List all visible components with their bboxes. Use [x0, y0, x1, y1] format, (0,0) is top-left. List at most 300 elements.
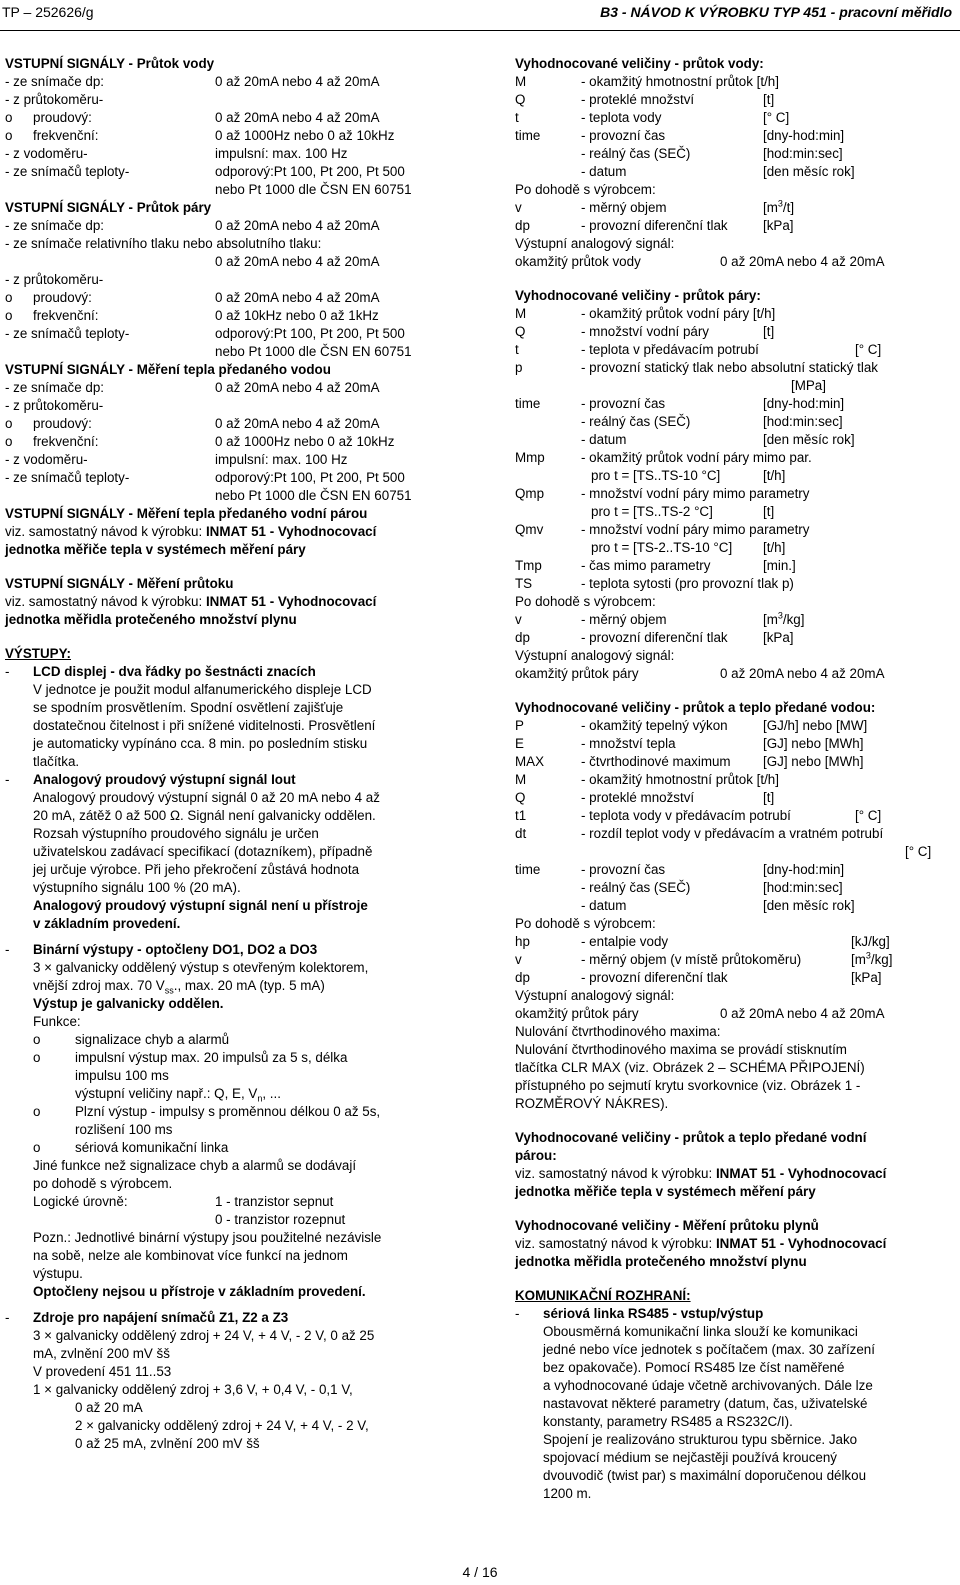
text-row — [5, 217, 453, 235]
text-row — [515, 735, 955, 753]
text-cell: Rozsah výstupního proudového signálu je určen — [33, 826, 319, 841]
text-row — [515, 395, 955, 413]
text-row — [5, 995, 453, 1013]
text-row — [515, 431, 955, 449]
left-column — [5, 55, 453, 1453]
section-heading-text: VSTUPNÍ SIGNÁLY - Měření průtoku — [5, 576, 234, 591]
text-row — [5, 879, 453, 897]
text-cell: 0 až 10kHz nebo 0 až 1kHz — [215, 308, 379, 323]
text-cell: 0 až 20 mA — [75, 1400, 143, 1415]
text-cell: [dny-hod:min] — [763, 396, 845, 411]
text-row — [5, 397, 453, 415]
text-row — [5, 1265, 453, 1283]
text-cell: hp — [515, 934, 530, 949]
text-row — [515, 879, 955, 897]
text-row — [5, 1013, 453, 1031]
text-cell: t1 — [515, 808, 527, 823]
text-cell: M — [515, 772, 527, 787]
text-cell: Nulování čtvrthodinového maxima se provádí stisknutím — [515, 1042, 847, 1057]
product-reference: INMAT 51 - Vyhodnocovací — [205, 594, 377, 609]
text-cell: přístupného po sejmutí krytu svorkovnice (viz. Obrázek 1 - — [515, 1078, 861, 1093]
text-cell: [t/h] — [763, 540, 786, 555]
section-heading — [515, 1217, 955, 1235]
text-cell: proudový: — [33, 290, 92, 305]
text-row — [515, 413, 955, 431]
text-line-content: viz. samostatný návod k výrobku: INMAT 51 - Vyhodnocovací — [515, 1166, 887, 1181]
section-heading-text: Vyhodnocované veličiny - Měření průtoku plynů — [515, 1218, 819, 1233]
text-row — [5, 753, 453, 771]
text-cell: v základním provedení. — [33, 916, 181, 931]
text-cell: [GJ] nebo [MWh] — [763, 736, 864, 751]
text-cell: - měrný objem — [581, 200, 667, 215]
text-cell: odporový:Pt 100, Pt 200, Pt 500 — [215, 326, 405, 341]
text-cell: 0 až 20mA nebo 4 až 20mA — [720, 254, 885, 269]
spacer — [515, 1271, 955, 1287]
text-row — [515, 647, 955, 665]
text-row — [515, 199, 955, 217]
text-cell: Spojení je realizováno strukturou typu sběrnice. Jako — [543, 1432, 858, 1447]
text-cell: Nulování čtvrthodinového maxima: — [515, 1024, 721, 1039]
section-heading — [515, 55, 955, 73]
text-cell: - okamžitý hmotnostní průtok [t/h] — [581, 772, 779, 787]
text-cell: - z průtokoměru- — [5, 272, 104, 287]
spacer — [5, 559, 453, 575]
text-cell: [MPa] — [791, 378, 826, 393]
text-cell: Po dohodě s výrobcem: — [515, 594, 656, 609]
text-cell: frekvenční: — [33, 128, 99, 143]
text-row — [515, 217, 955, 235]
text-row — [515, 1341, 955, 1359]
spacer — [5, 629, 453, 645]
text-row — [515, 771, 955, 789]
text-cell: - ze snímače dp: — [5, 218, 104, 233]
text-cell: nebo Pt 1000 dle ČSN EN 60751 — [215, 488, 412, 503]
text-cell: - množství vodní páry mimo parametry — [581, 486, 810, 501]
text-row — [515, 987, 955, 1005]
text-row — [515, 933, 955, 951]
spacer — [5, 1301, 453, 1309]
page-number: 4 / 16 — [462, 1564, 498, 1580]
spacer — [515, 1113, 955, 1129]
text-cell: Po dohodě s výrobcem: — [515, 916, 656, 931]
text-cell: [dny-hod:min] — [763, 862, 845, 877]
text-row — [5, 1399, 453, 1417]
text-row — [515, 665, 955, 683]
section-heading-text: Vyhodnocované veličiny - průtok a teplo předané vodní — [515, 1130, 867, 1145]
text-cell: - provozní statický tlak nebo absolutní statický tlak — [581, 360, 878, 375]
text-row — [5, 109, 453, 127]
text-cell: $[m^3/kg]$ — [763, 610, 805, 627]
text-cell: - čtvrthodinové maximum — [581, 754, 731, 769]
text-cell: [t] — [763, 92, 775, 107]
text-cell: [den měsíc rok] — [763, 432, 855, 447]
text-cell: 3 × galvanicky oddělený výstup s otevřeným kolektorem, — [33, 960, 369, 975]
text-cell: [° C] — [855, 808, 882, 823]
text-row — [5, 699, 453, 717]
text-row — [5, 1345, 453, 1363]
text-cell: [t] — [763, 324, 775, 339]
spacer — [515, 683, 955, 699]
text-row — [5, 181, 453, 199]
text-row — [5, 163, 453, 181]
text-row — [5, 433, 453, 451]
section-heading-text: jednotka měřiče tepla v systémech měření páry — [515, 1184, 816, 1199]
text-cell: [GJ] nebo [MWh] — [763, 754, 864, 769]
text-row — [515, 235, 955, 253]
text-cell: - ze snímače relativního tlaku nebo absolutního tlaku: — [5, 236, 322, 251]
text-cell: [min.] — [763, 558, 796, 573]
text-cell: vnější zdroj max. 70 $V_{ss}$., max. 20 mA (typ. 5 mA) — [33, 978, 325, 996]
text-cell: výstupní veličiny např.: Q, E, $V_n$, ... — [75, 1086, 281, 1104]
text-cell: [° C] — [905, 844, 932, 859]
text-cell: ROZMĚROVÝ NÁKRES). — [515, 1096, 669, 1111]
text-cell: dostatečnou čitelnost i při snížené viditelnosti. Prosvětlení — [33, 718, 376, 733]
text-row — [515, 145, 955, 163]
text-row — [515, 825, 955, 843]
text-cell: - množství vodní páry mimo parametry — [581, 522, 810, 537]
text-row — [5, 897, 453, 915]
text-cell: odporový:Pt 100, Pt 200, Pt 500 — [215, 470, 405, 485]
text-row — [5, 1283, 453, 1301]
text-cell: konstanty, parametry RS485 a RS232C/I). — [543, 1414, 793, 1429]
text-cell: P — [515, 718, 524, 733]
text-row — [5, 1309, 453, 1327]
text-cell: - okamžitý průtok vodní páry [t/h] — [581, 306, 776, 321]
text-row — [5, 789, 453, 807]
text-row — [515, 503, 955, 521]
text-row — [5, 717, 453, 735]
text-cell: 1200 m. — [543, 1486, 592, 1501]
text-cell: - provozní čas — [581, 128, 666, 143]
text-row — [5, 1139, 453, 1157]
text-cell: v — [515, 200, 522, 215]
text-cell: Zdroje pro napájení snímačů Z1, Z2 a Z3 — [33, 1310, 289, 1325]
text-row — [515, 951, 955, 969]
text-cell: okamžitý průtok páry — [515, 1006, 639, 1021]
section-heading — [515, 1183, 955, 1201]
text-cell: Funkce: — [33, 1014, 81, 1029]
text-row — [515, 1005, 955, 1023]
text-cell: sériová linka RS485 - vstup/výstup — [543, 1306, 764, 1321]
text-cell: na sobě, nelze ale kombinovat více funkcí na jednom — [33, 1248, 348, 1263]
document-code: TP – 252626/g — [2, 4, 94, 20]
text-row — [5, 1157, 453, 1175]
text-row — [515, 969, 955, 987]
text-cell: [GJ/h] nebo [MW] — [763, 718, 868, 733]
text-row — [5, 271, 453, 289]
text-cell: - reálný čas (SEČ) — [581, 146, 691, 161]
text-row — [515, 127, 955, 145]
section-heading-text: jednotka měřiče tepla v systémech měření páry — [5, 542, 306, 557]
text-cell: - provozní diferenční tlak — [581, 970, 728, 985]
text-cell: 0 až 20mA nebo 4 až 20mA — [215, 290, 380, 305]
text-cell: - — [515, 1306, 520, 1321]
text-cell: [t/h] — [763, 468, 786, 483]
section-heading-text: VSTUPNÍ SIGNÁLY - Průtok páry — [5, 200, 212, 215]
text-row — [5, 977, 453, 995]
text-cell: nastavovat některé parametry (datum, čas, uživatelské — [543, 1396, 868, 1411]
text-cell: 0 až 20mA nebo 4 až 20mA — [720, 666, 885, 681]
text-cell: - měrný objem (v místě průtokoměru) — [581, 952, 802, 967]
text-row — [515, 1059, 955, 1077]
text-cell: p — [515, 360, 523, 375]
text-cell: 0 až 20mA nebo 4 až 20mA — [215, 110, 380, 125]
text-row — [515, 181, 955, 199]
text-cell: Qmp — [515, 486, 545, 501]
text-cell: M — [515, 74, 527, 89]
text-cell: výstupu. — [33, 1266, 83, 1281]
text-row — [5, 861, 453, 879]
text-row — [515, 843, 955, 861]
text-cell: [kJ/kg] — [851, 934, 890, 949]
text-row — [5, 73, 453, 91]
text-row — [5, 1381, 453, 1399]
text-row — [515, 359, 955, 377]
text-cell: - provozní diferenční tlak — [581, 218, 728, 233]
text-cell: - z vodoměru- — [5, 146, 88, 161]
text-line — [5, 593, 453, 611]
text-row — [5, 1435, 453, 1453]
text-line-content: viz. samostatný návod k výrobku: INMAT 51 - Vyhodnocovací — [5, 594, 377, 609]
text-cell: impulsní: max. 100 Hz — [215, 146, 348, 161]
text-row — [5, 343, 453, 361]
text-row — [5, 959, 453, 977]
text-cell: 0 až 1000Hz nebo 0 až 10kHz — [215, 434, 395, 449]
text-cell: V jednotce je použit modul alfanumerického displeje LCD — [33, 682, 372, 697]
text-cell: o — [33, 1050, 41, 1065]
text-cell: - provozní čas — [581, 396, 666, 411]
text-row — [515, 915, 955, 933]
text-cell: Logické úrovně: — [33, 1194, 128, 1209]
text-cell: Mmp — [515, 450, 545, 465]
text-cell: Analogový proudový výstupní signál 0 až 20 mA nebo 4 až — [33, 790, 380, 805]
section-heading — [5, 55, 453, 73]
text-cell: - ze snímačů teploty- — [5, 470, 130, 485]
text-cell: Jiné funkce než signalizace chyb a alarmů se dodávají — [33, 1158, 357, 1173]
text-row — [5, 825, 453, 843]
text-row — [5, 487, 453, 505]
text-row — [515, 611, 955, 629]
text-cell: dvouvodič (twist par) s maximální doporučenou délkou — [543, 1468, 867, 1483]
text-cell: $[m^3/kg]$ — [851, 950, 893, 967]
text-cell: - provozní čas — [581, 862, 666, 877]
spacer — [5, 933, 453, 941]
text-cell: tlačítka CLR MAX (viz. Obrázek 2 – SCHÉMA PŘIPOJENÍ) — [515, 1060, 865, 1075]
text-row — [515, 109, 955, 127]
text-cell: Výstupní analogový signál: — [515, 648, 675, 663]
text-cell: výstupního signálu 100 % (20 mA). — [33, 880, 241, 895]
text-cell: - množství tepla — [581, 736, 676, 751]
text-cell: [den měsíc rok] — [763, 898, 855, 913]
text-row — [515, 1431, 955, 1449]
text-cell: 0 až 1000Hz nebo 0 až 10kHz — [215, 128, 395, 143]
text-row — [515, 557, 955, 575]
text-cell: o — [5, 308, 13, 323]
text-cell: uživatelskou zadávací specifikací (dotazníkem), případně — [33, 844, 373, 859]
text-row — [5, 145, 453, 163]
text-cell: nebo Pt 1000 dle ČSN EN 60751 — [215, 182, 412, 197]
text-cell: 0 až 20mA nebo 4 až 20mA — [215, 218, 380, 233]
text-row — [5, 289, 453, 307]
text-cell: [hod:min:sec] — [763, 414, 843, 429]
text-cell: [kPa] — [763, 630, 794, 645]
text-cell: 0 až 25 mA, zvlnění 200 mV šš — [75, 1436, 260, 1451]
text-cell: - z průtokoměru- — [5, 92, 104, 107]
text-cell: - reálný čas (SEČ) — [581, 414, 691, 429]
text-cell: rozlišení 100 ms — [75, 1122, 173, 1137]
text-row — [515, 1467, 955, 1485]
text-row — [515, 323, 955, 341]
text-row — [5, 771, 453, 789]
text-row — [515, 521, 955, 539]
text-cell: - okamžitý průtok vodní páry mimo par. — [581, 450, 812, 465]
page-header — [0, 0, 960, 31]
text-cell: o — [5, 128, 13, 143]
text-cell: - rozdíl teplot vody v předávacím a vratném potrubí — [581, 826, 884, 841]
section-heading-text: VSTUPNÍ SIGNÁLY - Měření tepla předaného vodou — [5, 362, 331, 377]
text-cell: v — [515, 952, 522, 967]
text-row — [515, 1485, 955, 1503]
spacer — [515, 1201, 955, 1217]
text-cell: o — [33, 1032, 41, 1047]
text-cell: 3 × galvanicky oddělený zdroj + 24 V, + 4 V, - 2 V, 0 až 25 — [33, 1328, 375, 1343]
text-cell: proudový: — [33, 110, 92, 125]
text-cell: impulsu 100 ms — [75, 1068, 169, 1083]
text-cell: [t] — [763, 504, 775, 519]
text-row — [515, 1449, 955, 1467]
text-cell: mA, zvlnění 200 mV šš — [33, 1346, 170, 1361]
section-heading — [5, 575, 453, 593]
section-heading — [5, 361, 453, 379]
text-cell: - — [5, 772, 10, 787]
section-heading — [515, 1147, 955, 1165]
text-row — [5, 253, 453, 271]
text-line — [5, 523, 453, 541]
section-heading — [5, 611, 453, 629]
section-heading-text: KOMUNIKAČNÍ ROZHRANÍ: — [515, 1288, 691, 1303]
text-cell: [hod:min:sec] — [763, 880, 843, 895]
text-cell: v — [515, 612, 522, 627]
text-cell: M — [515, 306, 527, 321]
text-cell: 1 - tranzistor sepnut — [215, 1194, 334, 1209]
text-row — [515, 91, 955, 109]
text-cell: pro t = [TS-2..TS-10 °C] — [591, 540, 733, 555]
text-row — [5, 807, 453, 825]
text-row — [5, 469, 453, 487]
text-cell: MAX — [515, 754, 545, 769]
text-row — [515, 163, 955, 181]
section-heading-text: párou: — [515, 1148, 557, 1163]
text-row — [515, 1377, 955, 1395]
text-line — [515, 1165, 955, 1183]
product-reference: INMAT 51 - Vyhodnocovací — [715, 1166, 887, 1181]
text-cell: $[m^3/t]$ — [763, 198, 795, 215]
text-cell: jedné nebo více jednotek s počítačem (max. 30 zařízení — [543, 1342, 875, 1357]
text-row — [5, 915, 453, 933]
text-row — [5, 1247, 453, 1265]
text-row — [5, 127, 453, 145]
text-cell: Binární výstupy - optočleny DO1, DO2 a DO3 — [33, 942, 318, 957]
text-row — [5, 1049, 453, 1067]
text-cell: spojovací médium se nejčastěji používá kroucený — [543, 1450, 837, 1465]
text-cell: okamžitý průtok vody — [515, 254, 641, 269]
text-row — [515, 629, 955, 647]
text-line — [515, 1235, 955, 1253]
text-cell: - čas mimo parametry — [581, 558, 711, 573]
text-row — [515, 897, 955, 915]
text-cell: [° C] — [763, 110, 790, 125]
text-cell: - ze snímačů teploty- — [5, 326, 130, 341]
text-cell: - proteklé množství — [581, 790, 695, 805]
text-cell: - ze snímače dp: — [5, 380, 104, 395]
text-cell: jej určuje výrobce. Při jeho překročení zůstává hodnota — [33, 862, 360, 877]
text-cell: Výstupní analogový signál: — [515, 236, 675, 251]
text-cell: dp — [515, 970, 530, 985]
text-cell: sériová komunikační linka — [75, 1140, 229, 1155]
text-cell: proudový: — [33, 416, 92, 431]
text-cell: - z průtokoměru- — [5, 398, 104, 413]
text-cell: impulsní: max. 100 Hz — [215, 452, 348, 467]
product-reference: INMAT 51 - Vyhodnocovací — [715, 1236, 887, 1251]
text-row — [5, 91, 453, 109]
text-row — [515, 449, 955, 467]
text-cell: - — [5, 942, 10, 957]
text-cell: - entalpie vody — [581, 934, 669, 949]
section-heading — [5, 505, 453, 523]
text-cell: - reálný čas (SEČ) — [581, 880, 691, 895]
text-cell: Výstup je galvanicky oddělen. — [33, 996, 224, 1011]
text-cell: LCD displej - dva řádky po šestnácti znacích — [33, 664, 316, 679]
text-cell: - teplota vody v předávacím potrubí — [581, 808, 791, 823]
section-heading-text: Vyhodnocované veličiny - průtok a teplo předané vodou: — [515, 700, 876, 715]
text-cell: Optočleny nejsou u přístroje v základním provedení. — [33, 1284, 366, 1299]
text-cell: frekvenční: — [33, 434, 99, 449]
text-row — [515, 485, 955, 503]
text-cell: - provozní diferenční tlak — [581, 630, 728, 645]
text-cell: tlačítka. — [33, 754, 80, 769]
text-cell: - množství vodní páry — [581, 324, 710, 339]
text-cell: Qmv — [515, 522, 544, 537]
text-cell: 0 až 20mA nebo 4 až 20mA — [215, 74, 380, 89]
section-heading-text: VSTUPNÍ SIGNÁLY - Měření tepla předaného vodní párou — [5, 506, 368, 521]
text-row — [5, 1121, 453, 1139]
text-row — [5, 1085, 453, 1103]
text-cell: 20 mA, zátěž 0 až 500 Ω. Signál není galvanicky oddělen. — [33, 808, 376, 823]
text-cell: bez opakovače). Pomocí RS485 lze číst naměřené — [543, 1360, 845, 1375]
text-cell: Analogový proudový výstupní signál není u přístroje — [33, 898, 368, 913]
section-heading — [515, 1129, 955, 1147]
text-row — [5, 1363, 453, 1381]
text-row — [515, 1395, 955, 1413]
text-cell: t — [515, 110, 519, 125]
text-row — [5, 1103, 453, 1121]
text-row — [5, 235, 453, 253]
text-row — [5, 451, 453, 469]
text-cell: dp — [515, 630, 530, 645]
section-heading — [515, 1253, 955, 1271]
section-heading-text: Vyhodnocované veličiny - průtok vody: — [515, 56, 764, 71]
text-cell: [° C] — [855, 342, 882, 357]
text-row — [515, 1359, 955, 1377]
text-cell: 0 až 20mA nebo 4 až 20mA — [215, 416, 380, 431]
text-cell: time — [515, 862, 541, 877]
text-row — [5, 843, 453, 861]
text-cell: t — [515, 342, 519, 357]
right-column — [515, 55, 955, 1503]
text-cell: odporový:Pt 100, Pt 200, Pt 500 — [215, 164, 405, 179]
text-cell: [kPa] — [851, 970, 882, 985]
text-row — [515, 467, 955, 485]
